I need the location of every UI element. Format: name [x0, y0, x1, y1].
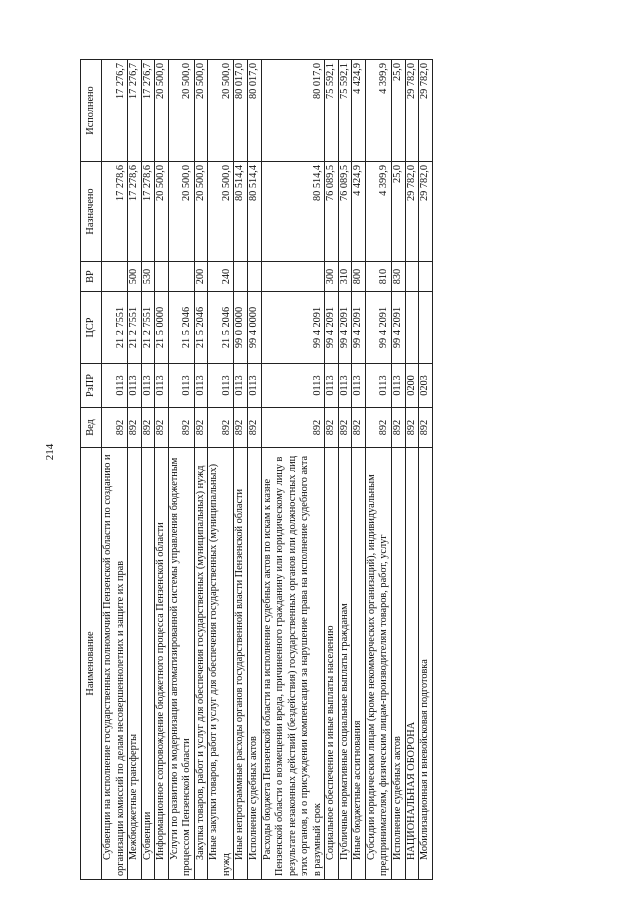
row-rzpr: 0113 [102, 364, 128, 408]
row-name: Услуги по развитию и модернизации автоматизированной системы управления бюджетным процессом Пензенской области [168, 448, 194, 880]
table-row [141, 60, 155, 880]
rotated-page-content [80, 60, 640, 880]
row-executed: 20 500,0 [208, 60, 234, 162]
row-ved: 892 [194, 408, 208, 448]
row-csr: 99 4 2091 [365, 292, 391, 364]
row-assigned: 17 278,6 [141, 162, 155, 262]
row-name: Социальное обеспечение и иные выплаты населению [325, 448, 339, 880]
row-name: Расходы бюджета Пензенской области на исполнение судебных актов по искам к казне Пензенской области о возмещении вреда, причиненного гражданину или юридическому лицу в результате незаконных действий (бездействия) государственных органов или должностных лиц этих органов, и о присуждении компенсации за нарушение права на исполнение судебного акта в разумный срок [261, 448, 325, 880]
column-header-assigned: Назначено [81, 162, 102, 262]
row-name: Иные бюджетные ассигнования [352, 448, 366, 880]
row-rzpr: 0113 [365, 364, 391, 408]
row-executed: 80 017,0 [261, 60, 325, 162]
row-name: НАЦИОНАЛЬНАЯ ОБОРОНА [405, 448, 419, 880]
table-row [155, 60, 169, 880]
table-row [392, 60, 406, 880]
row-vr: 500 [128, 262, 142, 292]
row-csr: 99 4 2091 [338, 292, 352, 364]
row-csr: 21 5 2046 [208, 292, 234, 364]
column-header-rzpr: РзПР [81, 364, 102, 408]
row-executed: 4 399,9 [365, 60, 391, 162]
row-vr: 530 [141, 262, 155, 292]
page-number: 214 [44, 443, 56, 461]
row-assigned: 17 278,6 [128, 162, 142, 262]
row-vr: 300 [325, 262, 339, 292]
row-executed: 4 424,9 [352, 60, 366, 162]
row-csr: 99 4 2091 [352, 292, 366, 364]
row-rzpr: 0203 [419, 364, 433, 408]
row-ved: 892 [405, 408, 419, 448]
row-vr [248, 262, 262, 292]
row-ved: 892 [141, 408, 155, 448]
table-row [325, 60, 339, 880]
table-row [365, 60, 391, 880]
row-assigned: 17 278,6 [102, 162, 128, 262]
row-assigned: 20 500,0 [194, 162, 208, 262]
column-header-vr: ВР [81, 262, 102, 292]
row-csr: 99 4 2091 [325, 292, 339, 364]
table-row [234, 60, 248, 880]
column-header-ved: Вед [81, 408, 102, 448]
row-assigned: 20 500,0 [155, 162, 169, 262]
row-vr: 800 [352, 262, 366, 292]
row-assigned: 20 500,0 [208, 162, 234, 262]
row-vr [234, 262, 248, 292]
row-csr: 99 4 2091 [261, 292, 325, 364]
row-assigned: 76 089,5 [325, 162, 339, 262]
row-assigned: 25,0 [392, 162, 406, 262]
row-csr: 99 4 0000 [248, 292, 262, 364]
row-executed: 25,0 [392, 60, 406, 162]
row-executed: 17 276,7 [141, 60, 155, 162]
row-rzpr: 0113 [155, 364, 169, 408]
row-vr: 810 [365, 262, 391, 292]
row-assigned: 20 500,0 [168, 162, 194, 262]
row-rzpr: 0113 [261, 364, 325, 408]
row-rzpr: 0113 [234, 364, 248, 408]
row-ved: 892 [261, 408, 325, 448]
row-ved: 892 [155, 408, 169, 448]
row-name: Исполнение судебных актов [392, 448, 406, 880]
column-header-name: Наименование [81, 448, 102, 880]
column-header-csr: ЦСР [81, 292, 102, 364]
table-row [419, 60, 433, 880]
row-rzpr: 0113 [248, 364, 262, 408]
row-name: Субвенции [141, 448, 155, 880]
row-ved: 892 [168, 408, 194, 448]
row-executed: 17 276,7 [128, 60, 142, 162]
row-name: Межбюджетные трансферты [128, 448, 142, 880]
table-row [208, 60, 234, 880]
row-assigned: 29 782,0 [405, 162, 419, 262]
row-name: Субвенции на исполнение государственных полномочий Пензенской области по созданию и организации комиссий по делам несовершеннолетних и защите их прав [102, 448, 128, 880]
row-csr: 21 5 2046 [168, 292, 194, 364]
row-ved: 892 [248, 408, 262, 448]
row-assigned: 80 514,4 [248, 162, 262, 262]
table-row [128, 60, 142, 880]
row-assigned: 4 424,9 [352, 162, 366, 262]
table-row [261, 60, 325, 880]
row-csr: 99 4 2091 [392, 292, 406, 364]
row-vr [419, 262, 433, 292]
row-rzpr: 0113 [194, 364, 208, 408]
row-name: Иные закупки товаров, работ и услуг для обеспечения государственных (муниципальных) нужд [208, 448, 234, 880]
row-ved: 892 [208, 408, 234, 448]
row-executed: 75 592,1 [325, 60, 339, 162]
row-name: Публичные нормативные социальные выплаты гражданам [338, 448, 352, 880]
row-assigned: 80 514,4 [261, 162, 325, 262]
row-ved: 892 [365, 408, 391, 448]
column-header-executed: Исполнено [81, 60, 102, 162]
table-row [248, 60, 262, 880]
row-assigned: 80 514,4 [234, 162, 248, 262]
row-ved: 892 [352, 408, 366, 448]
row-vr [405, 262, 419, 292]
row-rzpr: 0113 [392, 364, 406, 408]
row-vr [102, 262, 128, 292]
row-rzpr: 0113 [141, 364, 155, 408]
row-rzpr: 0113 [168, 364, 194, 408]
row-assigned: 76 089,5 [338, 162, 352, 262]
row-assigned: 4 399,9 [365, 162, 391, 262]
row-assigned: 29 782,0 [419, 162, 433, 262]
table-header-row [81, 60, 102, 880]
row-vr [261, 262, 325, 292]
row-executed: 17 276,7 [102, 60, 128, 162]
table-row [405, 60, 419, 880]
budget-table [80, 59, 433, 880]
table-row [338, 60, 352, 880]
row-name: Информационное сопровождение бюджетного процесса Пензенской области [155, 448, 169, 880]
row-name: Мобилизационная и вневойсковая подготовка [419, 448, 433, 880]
row-vr [168, 262, 194, 292]
row-csr: 21 5 0000 [155, 292, 169, 364]
row-executed: 20 500,0 [168, 60, 194, 162]
row-ved: 892 [419, 408, 433, 448]
row-executed: 80 017,0 [234, 60, 248, 162]
row-csr: 21 2 7551 [128, 292, 142, 364]
row-vr [155, 262, 169, 292]
row-vr: 240 [208, 262, 234, 292]
row-ved: 892 [392, 408, 406, 448]
row-executed: 20 500,0 [194, 60, 208, 162]
row-rzpr: 0113 [352, 364, 366, 408]
row-ved: 892 [338, 408, 352, 448]
row-rzpr: 0113 [128, 364, 142, 408]
row-ved: 892 [128, 408, 142, 448]
row-csr: 99 0 0000 [234, 292, 248, 364]
table-row [168, 60, 194, 880]
row-vr: 830 [392, 262, 406, 292]
row-csr: 21 2 7551 [102, 292, 128, 364]
row-rzpr: 0113 [208, 364, 234, 408]
row-rzpr: 0113 [338, 364, 352, 408]
row-ved: 892 [102, 408, 128, 448]
row-name: Исполнение судебных актов [248, 448, 262, 880]
row-ved: 892 [234, 408, 248, 448]
row-vr: 200 [194, 262, 208, 292]
row-name: Субсидии юридическим лицам (кроме некоммерческих организаций), индивидуальным предпринимателям, физическим лицам-производителям товаров, работ, услуг [365, 448, 391, 880]
row-csr [405, 292, 419, 364]
row-csr: 21 5 2046 [194, 292, 208, 364]
row-csr [419, 292, 433, 364]
row-executed: 80 017,0 [248, 60, 262, 162]
row-executed: 75 592,1 [338, 60, 352, 162]
row-executed: 29 782,0 [405, 60, 419, 162]
row-rzpr: 0113 [325, 364, 339, 408]
table-row [352, 60, 366, 880]
row-name: Закупка товаров, работ и услуг для обеспечения государственных (муниципальных) нужд [194, 448, 208, 880]
row-executed: 20 500,0 [155, 60, 169, 162]
row-name: Иные непрограммные расходы органов государственной власти Пензенской области [234, 448, 248, 880]
row-ved: 892 [325, 408, 339, 448]
row-csr: 21 2 7551 [141, 292, 155, 364]
row-rzpr: 0200 [405, 364, 419, 408]
row-vr: 310 [338, 262, 352, 292]
row-executed: 29 782,0 [419, 60, 433, 162]
table-row [102, 60, 128, 880]
table-row [194, 60, 208, 880]
